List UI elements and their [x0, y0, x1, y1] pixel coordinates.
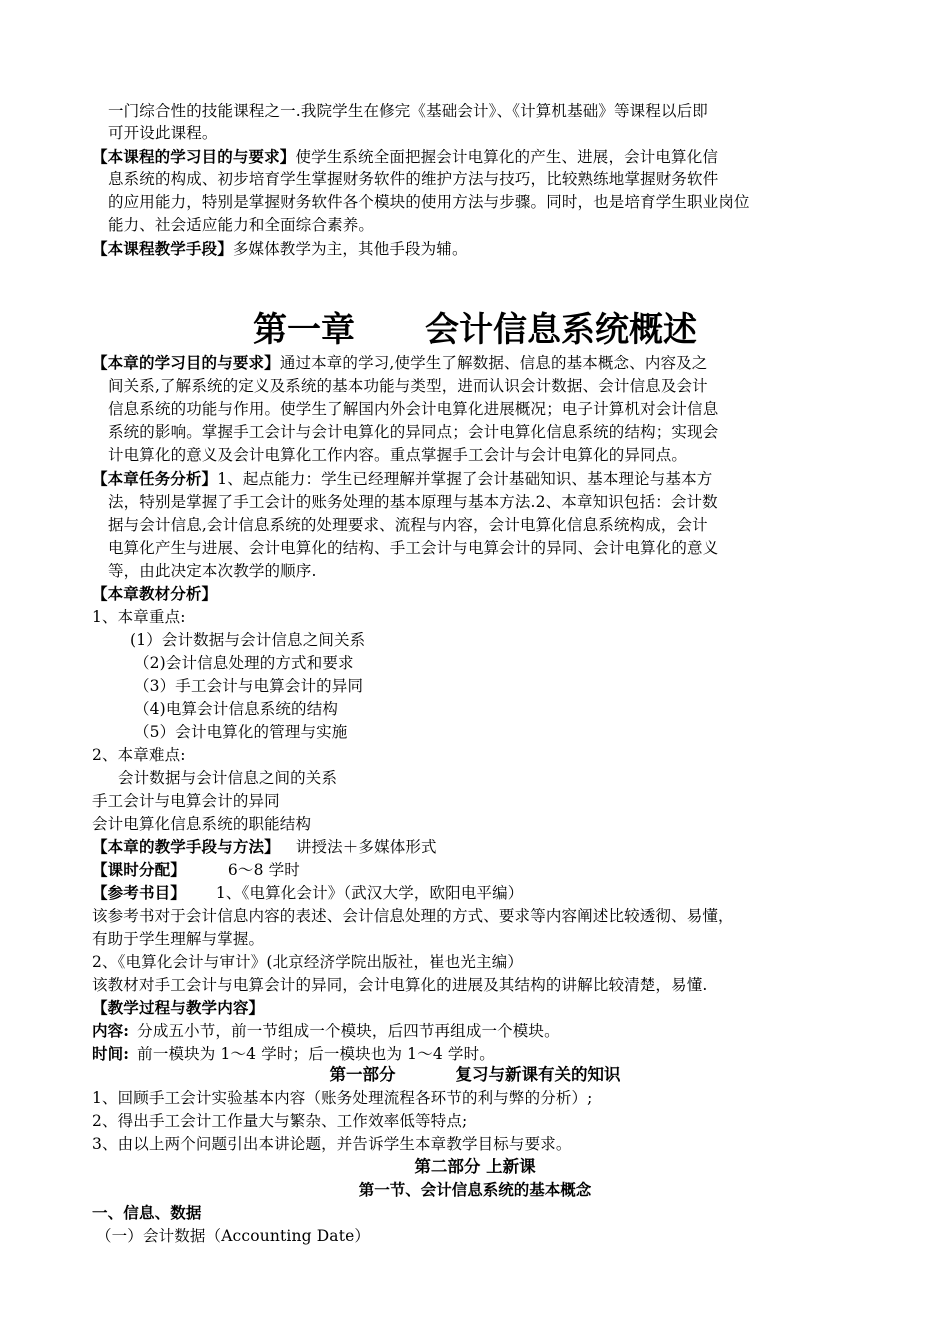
- chapter-goal-line-2: 间关系,了解系统的定义及系统的基本功能与类型，进而认识会计数据、会计信息及会计: [108, 377, 708, 395]
- reference-1-desc-line-1: 该参考书对于会计信息内容的表述、会计信息处理的方式、要求等内容阐述比较透彻、易懂，: [92, 907, 734, 925]
- task-analysis-line-2: 法，特别是掌握了手工会计的账务处理的基本原理与基本方法.2、本章知识包括：会计数: [108, 493, 718, 511]
- task-analysis-line-3: 据与会计信息,会计信息系统的处理要求、流程与内容，会计电算化信息系统构成，会计: [108, 516, 708, 534]
- chapter-goal-line-4: 系统的影响。掌握手工会计与会计电算化的异同点；会计电算化信息系统的结构；实现会: [108, 423, 719, 441]
- key-point-item: （5）会计电算化的管理与实施: [134, 723, 348, 741]
- chapter-goal-label: 【本章的学习目的与要求】: [92, 353, 280, 372]
- subsection-heading: 一、信息、数据: [92, 1203, 202, 1222]
- teaching-method-text: 讲授法＋多媒体形式: [295, 838, 437, 856]
- part-1-item: 3、由以上两个问题引出本讲论题，并告诉学生本章教学目标与要求。: [92, 1135, 572, 1153]
- course-means-paragraph: [92, 238, 872, 260]
- references-label: 【参考书目】: [92, 883, 186, 902]
- time-paragraph: [92, 1043, 872, 1065]
- hours-paragraph: [92, 859, 872, 881]
- part-1-item: 1、回顾手工会计实验基本内容（账务处理流程各环节的利与弊的分析）;: [92, 1089, 593, 1107]
- course-means-text: 多媒体教学为主，其他手段为辅。: [232, 240, 468, 258]
- reference-2: 2、《电算化会计与审计》(北京经济学院出版社，崔也光主编）: [92, 953, 524, 971]
- chapter-title: 会计信息系统概述: [425, 310, 697, 350]
- teaching-method-paragraph: [92, 836, 872, 858]
- task-analysis-label: 【本章任务分析】: [92, 469, 218, 488]
- course-goal-text: 使学生系统全面把握会计电算化的产生、进展，会计电算化信: [295, 148, 719, 166]
- course-means-label: 【本课程教学手段】: [92, 239, 233, 258]
- time-text: 前一模块为 1～4 学时；后一模块也为 1～4 学时。: [137, 1045, 495, 1063]
- material-analysis-label: 【本章教材分析】: [92, 584, 218, 603]
- reference-1: 1、《电算化会计》（武汉大学，欧阳电平编）: [215, 884, 524, 902]
- intro-line-1: 一门综合性的技能课程之一.我院学生在修完《基础会计》、《计算机基础》等课程以后即: [108, 102, 708, 120]
- key-points-title: 1、本章重点:: [92, 608, 186, 626]
- part-1-heading: [0, 1064, 950, 1086]
- sub-subsection-heading: （一）会计数据（Accounting Date）: [96, 1227, 371, 1245]
- teaching-process-label: 【教学过程与教学内容】: [92, 998, 265, 1017]
- task-analysis-line-4: 电算化产生与进展、会计电算化的结构、手工会计与电算会计的异同、会计电算化的意义: [108, 539, 719, 557]
- course-goal-line-4: 能力、社会适应能力和全面综合素养。: [108, 216, 375, 234]
- key-point-item: （2)会计信息处理的方式和要求: [134, 654, 354, 672]
- key-point-item: (1）会计数据与会计信息之间关系: [130, 631, 366, 649]
- content-label: 内容:: [92, 1021, 130, 1040]
- course-goal-label: 【本课程的学习目的与要求】: [92, 147, 296, 166]
- difficult-point-item: 手工会计与电算会计的异同: [92, 792, 280, 810]
- course-goal-paragraph: [92, 146, 872, 168]
- chapter-heading: [0, 306, 950, 354]
- key-point-item: （4)电算会计信息系统的结构: [134, 700, 339, 718]
- part-1-number: 第一部分: [329, 1065, 396, 1084]
- difficult-point-item: 会计数据与会计信息之间的关系: [118, 769, 338, 787]
- task-analysis-line-5: 等，由此决定本次教学的顺序.: [108, 562, 317, 580]
- hours-label: 【课时分配】: [92, 860, 186, 879]
- teaching-method-label: 【本章的教学手段与方法】: [92, 837, 280, 856]
- course-goal-line-2: 息系统的构成、初步培育学生掌握财务软件的维护方法与技巧，比较熟练地掌握财务软件: [108, 170, 719, 188]
- difficult-point-item: 会计电算化信息系统的职能结构: [92, 815, 312, 833]
- chapter-goal-paragraph: [92, 352, 872, 374]
- chapter-goal-line-3: 信息系统的功能与作用。使学生了解国内外会计电算化进展概况；电子计算机对会计信息: [108, 400, 719, 418]
- intro-line-2: 可开设此课程。: [108, 124, 218, 142]
- time-label: 时间:: [92, 1044, 130, 1063]
- chapter-goal-line-5: 计电算化的意义及会计电算化工作内容。重点掌握手工会计与会计电算化的异同点。: [108, 446, 688, 464]
- difficult-points-title: 2、本章难点:: [92, 746, 186, 764]
- section-1-heading: 第一节、会计信息系统的基本概念: [358, 1180, 592, 1199]
- hours-text: 6～8 学时: [227, 861, 300, 879]
- course-goal-line-3: 的应用能力，特别是掌握财务软件各个模块的使用方法与步骤。同时，也是培育学生职业岗位: [108, 193, 750, 211]
- content-paragraph: [92, 1020, 872, 1042]
- part-1-title: 复习与新课有关的知识: [455, 1065, 621, 1084]
- task-analysis-paragraph: [92, 468, 872, 490]
- chapter-number: 第一章: [253, 310, 355, 350]
- task-analysis-text: 1、起点能力：学生已经理解并掌握了会计基础知识、基本理论与基本方: [217, 470, 713, 488]
- reference-2-desc: 该教材对手工会计与电算会计的异同，会计电算化的进展及其结构的讲解比较清楚，易懂.: [92, 976, 708, 994]
- content-text: 分成五小节，前一节组成一个模块，后四节再组成一个模块。: [137, 1022, 560, 1040]
- reference-1-desc-line-2: 有助于学生理解与掌握。: [92, 930, 265, 948]
- part-2-heading: 第二部分 上新课: [414, 1157, 536, 1176]
- references-paragraph: [92, 882, 872, 904]
- part-1-item: 2、得出手工会计工作量大与繁杂、工作效率低等特点;: [92, 1112, 468, 1130]
- chapter-goal-text: 通过本章的学习,使学生了解数据、信息的基本概念、内容及之: [279, 354, 708, 372]
- key-point-item: （3）手工会计与电算会计的异同: [134, 677, 364, 695]
